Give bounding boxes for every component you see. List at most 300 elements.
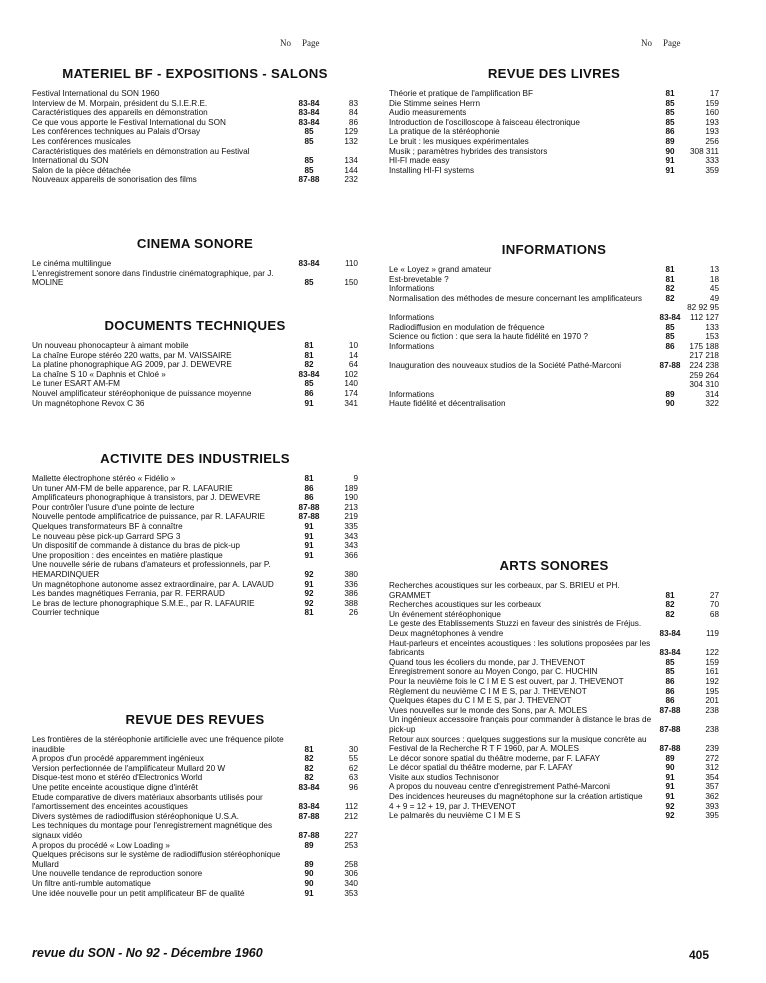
entry-title: Vues nouvelles sur le monde des Sons, par A. MOLES — [389, 705, 588, 715]
issue-number: 92 — [304, 569, 314, 579]
entry-title: Un filtre anti-rumble automatique — [32, 878, 151, 888]
section-informations — [389, 242, 719, 409]
toc-entry — [389, 706, 719, 716]
toc-entry — [32, 512, 358, 522]
entry-title: Informations — [389, 312, 435, 322]
entry-title: Les bandes magnétiques Ferrania, par R. FERRAUD — [32, 589, 225, 599]
issue-number: 85 — [304, 379, 314, 389]
issue-number: 85 — [665, 117, 675, 127]
page-ref: 256 — [705, 136, 719, 146]
toc-entry — [32, 532, 358, 542]
toc-entry — [32, 754, 358, 764]
entry-title: Quelques étapes du C I M E S, par J. THEVENOT — [389, 696, 572, 706]
page-ref: 353 — [344, 888, 358, 898]
issue-number: 83-84 — [659, 648, 681, 658]
issue-number: 89 — [304, 840, 314, 850]
toc-entry — [389, 687, 719, 697]
page-ref: 213 — [344, 502, 358, 512]
toc-entry — [32, 850, 358, 869]
entry-title: Les frontières de la stéréophonie artificielle avec une fréquence pilote inaudible — [32, 735, 284, 754]
page-ref: 64 — [348, 360, 358, 370]
section-revue-des-livres — [389, 66, 719, 175]
section-activite-des-industriels — [32, 451, 358, 618]
entry-title: Inauguration des nouveaux studios de la Société Pathé-Marconi — [389, 360, 622, 370]
toc-entry — [32, 735, 358, 754]
toc-entry — [389, 118, 719, 128]
entry-title: Un événement stéréophonique — [389, 609, 501, 619]
issue-number: 85 — [665, 322, 675, 332]
entry-title: Règlement du neuvième C I M E S, par J. THEVENOT — [389, 686, 587, 696]
page-number: 405 — [689, 948, 710, 962]
page-ref: 26 — [348, 608, 358, 618]
entry-title: Pour la neuvième fois le C I M E S est ouvert, par J. THEVENOT — [389, 676, 624, 686]
section-cinema-sonore — [32, 236, 358, 288]
issue-number: 92 — [304, 598, 314, 608]
page-ref: 212 — [344, 811, 358, 821]
issue-number: 92 — [665, 811, 675, 821]
entry-title: Informations — [389, 341, 435, 351]
page-ref: 193 — [705, 127, 719, 137]
toc-entry — [389, 677, 719, 687]
page-ref: 17 — [709, 89, 719, 98]
page-ref: 393 — [705, 801, 719, 811]
entry-title: Les conférences techniques au Palais d'Orsay — [32, 127, 201, 137]
page-ref: 159 — [705, 657, 719, 667]
entry-title: Les techniques du montage pour l'enregistrement magnétique des signaux vidéo — [32, 821, 273, 840]
section-materiel-bf-expositions-salons — [32, 66, 358, 185]
page-ref: 232 — [344, 175, 358, 185]
entry-title: Recherches acoustiques sur les corbeaux, par S. BRIEU et PH. GRAMMET — [389, 581, 620, 600]
toc-entry — [32, 879, 358, 889]
page-ref: 238 — [705, 724, 719, 734]
entry-title: HI-FI made easy — [389, 156, 450, 166]
entry-title: La chaîne Europe stéréo 220 watts, par M. VAISSAIRE — [32, 350, 232, 360]
page-label: Page — [663, 38, 681, 48]
toc-entry — [389, 294, 719, 304]
toc-entry — [32, 127, 358, 137]
entry-title: Un tuner AM-FM de belle apparence, par R. LAFAURIE — [32, 483, 233, 493]
page-ref: 343 — [344, 531, 358, 541]
issue-number: 90 — [665, 146, 675, 156]
page-ref: 112 — [344, 802, 358, 812]
entry-title: Festival International du SON 1960 — [32, 89, 160, 98]
toc-entry — [389, 811, 719, 821]
entry-title: Version perfectionnée de l'amplificateur Mullard 20 W — [32, 763, 226, 773]
page-ref: 70 — [709, 600, 719, 610]
toc-entry — [32, 493, 358, 503]
entry-title: L'enregistrement sonore dans l'industrie cinématographique, par J. MOLINE — [32, 268, 274, 288]
toc-entry — [389, 667, 719, 677]
page-ref: 150 — [344, 278, 358, 288]
issue-number: 82 — [665, 284, 675, 294]
entry-title: Normalisation des méthodes de mesure concernant les amplificateurs — [389, 293, 643, 303]
page-ref: 153 — [705, 332, 719, 342]
toc-entry — [389, 137, 719, 147]
issue-number: 82 — [304, 360, 314, 370]
entry-title: Nouvel amplificateur stéréophonique de puissance moyenne — [32, 388, 252, 398]
page-ref: 30 — [348, 744, 358, 754]
entry-title: A propos du procédé « Low Loading » — [32, 840, 170, 850]
toc-entry — [32, 389, 358, 399]
toc-entry — [32, 503, 358, 513]
toc-entry — [389, 802, 719, 812]
entry-title: Un nouveau phonocapteur à aimant mobile — [32, 341, 189, 350]
toc-entry — [389, 773, 719, 783]
issue-number: 83-84 — [298, 802, 320, 812]
page-ref: 190 — [344, 493, 358, 503]
issue-number: 91 — [665, 782, 675, 792]
section-title: INFORMATIONS — [501, 242, 607, 257]
issue-number: 85 — [304, 136, 314, 146]
page-ref: 84 — [348, 108, 358, 118]
entry-title: Une nouvelle série de rubans d'amateurs et professionnels, par P. HEMARDINQUER — [32, 560, 271, 579]
page-ref: 272 — [705, 753, 719, 763]
toc-entry — [32, 269, 358, 288]
toc-entry — [389, 658, 719, 668]
toc-entry — [32, 99, 358, 109]
issue-number: 81 — [304, 474, 314, 483]
entry-title: Divers systèmes de radiodiffusion stéréophonique U.S.A. — [32, 811, 239, 821]
page-ref: 83 — [348, 98, 358, 108]
toc-entry — [32, 399, 358, 409]
entry-title: Courrier technique — [32, 608, 100, 618]
toc-entry — [389, 696, 719, 706]
issue-number: 83-84 — [298, 369, 320, 379]
issue-number: 87-88 — [659, 360, 681, 370]
page-ref: 362 — [705, 792, 719, 802]
page-ref: 366 — [344, 550, 358, 560]
page-ref: 322 — [705, 399, 719, 409]
issue-number: 89 — [665, 389, 675, 399]
toc-entry — [389, 127, 719, 137]
toc-entry — [389, 371, 719, 400]
issue-number: 83-84 — [298, 98, 320, 108]
issue-number: 91 — [304, 550, 314, 560]
issue-number: 87-88 — [298, 175, 320, 185]
entry-title: La chaîne S 10 « Daphnis et Chloé » — [32, 369, 166, 379]
toc-entry — [389, 166, 719, 176]
page-ref: 159 — [705, 98, 719, 108]
page-ref: 174 — [344, 388, 358, 398]
section-documents-techniques — [32, 318, 358, 408]
section-title: ACTIVITE DES INDUSTRIELS — [100, 451, 290, 466]
page-ref: 13 — [709, 265, 719, 274]
issue-number: 90 — [665, 763, 675, 773]
issue-number: 89 — [665, 136, 675, 146]
issue-number: 91 — [304, 579, 314, 589]
toc-entry — [32, 589, 358, 599]
toc-entry — [389, 639, 719, 658]
section-title: REVUE DES LIVRES — [487, 66, 621, 81]
entry-title: Retour aux sources : quelques suggestions sur la musique concrète au Festival de la Recherche R T F 1960, par A. MOLES — [389, 734, 647, 754]
section-title: REVUE DES REVUES — [125, 712, 265, 727]
entry-title: Le décor spatial du théâtre moderne, par F. LAFAY — [389, 763, 573, 773]
toc-entry — [32, 773, 358, 783]
page-ref: 63 — [348, 773, 358, 783]
toc-entry — [32, 137, 358, 147]
toc-entry — [32, 608, 358, 618]
issue-number: 86 — [304, 493, 314, 503]
page-ref: 357 — [705, 782, 719, 792]
entry-title: Le bruit : les musiques expérimentales — [389, 136, 529, 146]
issue-number: 90 — [304, 869, 314, 879]
page-ref: 359 — [705, 165, 719, 175]
issue-number: 86 — [304, 483, 314, 493]
issue-number: 87-88 — [298, 830, 320, 840]
page-ref: 238 — [705, 705, 719, 715]
entry-title: Enregistrement sonore au Moyen Congo, par C. HUCHIN — [389, 667, 598, 677]
page-ref: 388 — [344, 598, 358, 608]
page-ref: 82 92 95 112 127 — [687, 303, 719, 322]
page-ref: 134 — [344, 156, 358, 166]
entry-title: Informations — [389, 389, 435, 399]
entry-title: Etude comparative de divers matériaux absorbants utilisés pour l'amortissement des enceintes acoustiques — [32, 792, 263, 812]
toc-entry — [389, 156, 719, 166]
toc-entry — [32, 560, 358, 579]
issue-number: 91 — [665, 772, 675, 782]
page-ref: 217 218 224 238 — [689, 351, 719, 370]
page-ref: 122 — [705, 648, 719, 658]
toc-entry — [32, 551, 358, 561]
toc-entry — [32, 484, 358, 494]
issue-number: 85 — [665, 657, 675, 667]
page-ref: 86 — [348, 117, 358, 127]
entry-title: La pratique de la stéréophonie — [389, 127, 500, 137]
entry-title: Salon de la pièce détachée — [32, 165, 131, 175]
entry-title: Informations — [389, 284, 435, 294]
page-ref: 312 — [705, 763, 719, 773]
issue-number: 82 — [304, 773, 314, 783]
toc-entry — [32, 259, 358, 269]
page-ref: 140 — [344, 379, 358, 389]
toc-entry — [389, 735, 719, 754]
toc-entry — [389, 108, 719, 118]
issue-number: 90 — [665, 399, 675, 409]
section-title: ARTS SONORES — [499, 558, 609, 573]
toc-entry — [389, 284, 719, 294]
page-ref: 132 — [344, 136, 358, 146]
toc-entry — [32, 118, 358, 128]
issue-number: 86 — [665, 686, 675, 696]
toc-entry — [32, 541, 358, 551]
page-ref: 258 — [344, 859, 358, 869]
page-ref: 340 — [344, 878, 358, 888]
issue-number: 85 — [665, 98, 675, 108]
page-ref: 386 — [344, 589, 358, 599]
page-ref: 239 — [705, 744, 719, 754]
page-ref: 308 311 — [690, 146, 719, 156]
entry-title: La platine phonographique AG 2009, par J. DEWEVRE — [32, 360, 232, 370]
issue-number: 83-84 — [298, 117, 320, 127]
page-ref: 380 — [344, 569, 358, 579]
issue-number: 83-84 — [298, 782, 320, 792]
issue-number: 87-88 — [659, 705, 681, 715]
page-ref: 306 — [344, 869, 358, 879]
issue-number: 83-84 — [659, 312, 681, 322]
issue-number: 86 — [665, 341, 675, 351]
issue-number: 82 — [304, 763, 314, 773]
issue-number: 83-84 — [298, 259, 320, 268]
page-ref: 219 — [344, 512, 358, 522]
page-ref: 395 — [705, 811, 719, 821]
page-ref: 14 — [348, 350, 358, 360]
toc-entry — [32, 821, 358, 840]
page-ref: 341 — [344, 398, 358, 408]
issue-number: 91 — [304, 398, 314, 408]
page-ref: 133 — [705, 322, 719, 332]
toc-entry — [32, 580, 358, 590]
entry-title: Nouveaux appareils de sonorisation des films — [32, 175, 197, 185]
toc-entry — [32, 793, 358, 812]
toc-entry — [389, 782, 719, 792]
issue-number: 90 — [304, 878, 314, 888]
issue-number: 92 — [304, 589, 314, 599]
entry-title: Des incidences heureuses du magnétophone sur la création artistique — [389, 792, 643, 802]
page-ref: 9 — [353, 474, 358, 483]
entry-title: Quand tous les écoliers du monde, par J. THEVENOT — [389, 657, 585, 667]
page-ref: 129 — [344, 127, 358, 137]
toc-entry — [389, 581, 719, 600]
issue-number: 81 — [665, 274, 675, 284]
page-ref: 193 — [705, 117, 719, 127]
page-ref: 10 — [348, 341, 358, 350]
page-ref: 62 — [348, 763, 358, 773]
page-ref: 201 — [705, 696, 719, 706]
issue-number: 86 — [304, 388, 314, 398]
issue-number: 89 — [304, 859, 314, 869]
page-ref: 227 — [344, 830, 358, 840]
toc-entry — [389, 89, 719, 99]
toc-entry — [389, 610, 719, 620]
entry-title: Installing HI-FI systems — [389, 165, 475, 175]
toc-entry — [389, 763, 719, 773]
toc-entry — [389, 619, 719, 638]
issue-number: 91 — [304, 531, 314, 541]
issue-number: 91 — [304, 888, 314, 898]
entry-title: Haut-parleurs et enceintes acoustiques : les solutions proposées par les fabricants — [389, 638, 651, 658]
issue-number: 91 — [665, 165, 675, 175]
issue-number: 81 — [304, 744, 314, 754]
entry-title: Les conférences musicales — [32, 136, 131, 146]
entry-title: Interview de M. Morpain, président du S.I.E.R.E. — [32, 98, 208, 108]
page-ref: 333 — [705, 156, 719, 166]
page-ref: 102 — [344, 369, 358, 379]
page-ref: 110 — [344, 259, 358, 268]
page-ref: 259 264 304 310 314 — [689, 370, 719, 399]
issue-number: 87-88 — [298, 512, 320, 522]
footer-title: revue du SON - No 92 - Décembre 1960 — [32, 946, 263, 960]
toc-entry — [32, 474, 358, 484]
toc-entry — [32, 812, 358, 822]
toc-entry — [389, 99, 719, 109]
issue-number: 85 — [304, 127, 314, 137]
issue-number: 86 — [665, 127, 675, 137]
entry-title: Disque-test mono et stéréo d'Electronics World — [32, 773, 203, 783]
section-title: MATERIEL BF - EXPOSITIONS - SALONS — [62, 66, 328, 81]
toc-entry — [32, 341, 358, 351]
toc-entry — [389, 265, 719, 275]
entry-title: Amplificateurs phonographique à transistors, par J. DEWEVRE — [32, 493, 261, 503]
issue-number: 86 — [665, 696, 675, 706]
page-ref: 55 — [348, 754, 358, 764]
issue-number: 91 — [665, 792, 675, 802]
entry-title: Quelques transformateurs BF à connaître — [32, 521, 183, 531]
entry-title: Le « Loyez » grand amateur — [389, 265, 492, 274]
issue-number: 83-84 — [659, 628, 681, 638]
toc-entry — [389, 351, 719, 370]
page-label: Page — [302, 38, 320, 48]
toc-entry — [389, 342, 719, 352]
toc-entry — [32, 764, 358, 774]
page-ref: 354 — [705, 772, 719, 782]
issue-number: 89 — [665, 753, 675, 763]
entry-title: Un magnétophone autonome assez extraordinaire, par A. LAVAUD — [32, 579, 274, 589]
entry-title: Le décor sonore spatial du théâtre moderne, par F. LAFAY — [389, 753, 601, 763]
page-ref: 192 — [705, 676, 719, 686]
entry-title: Un magnétophone Revox C 36 — [32, 398, 145, 408]
entry-title: Le bras de lecture phonographique S.M.E., par R. LAFAURIE — [32, 598, 255, 608]
issue-number: 82 — [665, 293, 675, 303]
entry-title: Le cinéma multilingue — [32, 259, 112, 268]
toc-entry — [389, 754, 719, 764]
issue-number: 82 — [304, 754, 314, 764]
issue-number: 92 — [665, 801, 675, 811]
issue-number: 85 — [304, 278, 314, 288]
page-ref: 336 — [344, 579, 358, 589]
page-ref: 161 — [705, 667, 719, 677]
entry-title: Un ingénieux accessoire français pour commander à distance le bras de pick-up — [389, 715, 652, 734]
toc-entry — [32, 147, 358, 166]
toc-entry — [32, 889, 358, 899]
page-ref: 189 — [344, 483, 358, 493]
entry-title: Introduction de l'oscilloscope à faisceau électronique — [389, 117, 580, 127]
issue-number: 86 — [665, 676, 675, 686]
entry-title: Caractéristiques des matériels en démonstration au Festival International du SON — [32, 146, 250, 166]
page-ref: 49 — [709, 293, 719, 303]
issue-number: 85 — [665, 332, 675, 342]
issue-number: 82 — [665, 600, 675, 610]
section-title: CINEMA SONORE — [136, 236, 254, 251]
entry-title: Ce que vous apporte le Festival International du SON — [32, 117, 226, 127]
toc-entry — [32, 108, 358, 118]
entry-title: Caractéristiques des appareils en démonstration — [32, 108, 208, 118]
entry-title: A propos du nouveau centre d'enregistrement Pathé-Marconi — [389, 782, 610, 792]
entry-title: Haute fidélité et décentralisation — [389, 399, 506, 409]
section-title: DOCUMENTS TECHNIQUES — [104, 318, 286, 333]
issue-number: 87-88 — [659, 744, 681, 754]
entry-title: Audio measurements — [389, 108, 467, 118]
entry-title: Une idée nouvelle pour un petit amplificateur BF de qualité — [32, 888, 245, 898]
issue-number: 87-88 — [298, 502, 320, 512]
page-ref: 96 — [348, 782, 358, 792]
issue-number: 85 — [665, 667, 675, 677]
issue-number: 81 — [304, 341, 314, 350]
no-label: No — [641, 38, 652, 48]
issue-number: 81 — [304, 350, 314, 360]
entry-title: Une nouvelle tendance de reproduction sonore — [32, 869, 203, 879]
toc-entry — [32, 166, 358, 176]
issue-number: 85 — [304, 156, 314, 166]
toc-entry — [32, 379, 358, 389]
entry-title: Le palmarès du neuvième C I M E S — [389, 811, 521, 821]
entry-title: Une proposition : des enceintes en matière plastique — [32, 550, 223, 560]
toc-entry — [389, 275, 719, 285]
entry-title: 4 + 9 = 12 + 19, par J. THEVENOT — [389, 801, 517, 811]
entry-title: Musik ; paramètres hybrides des transistors — [389, 146, 548, 156]
issue-number: 85 — [304, 165, 314, 175]
issue-number: 82 — [665, 609, 675, 619]
page-ref: 253 — [344, 840, 358, 850]
